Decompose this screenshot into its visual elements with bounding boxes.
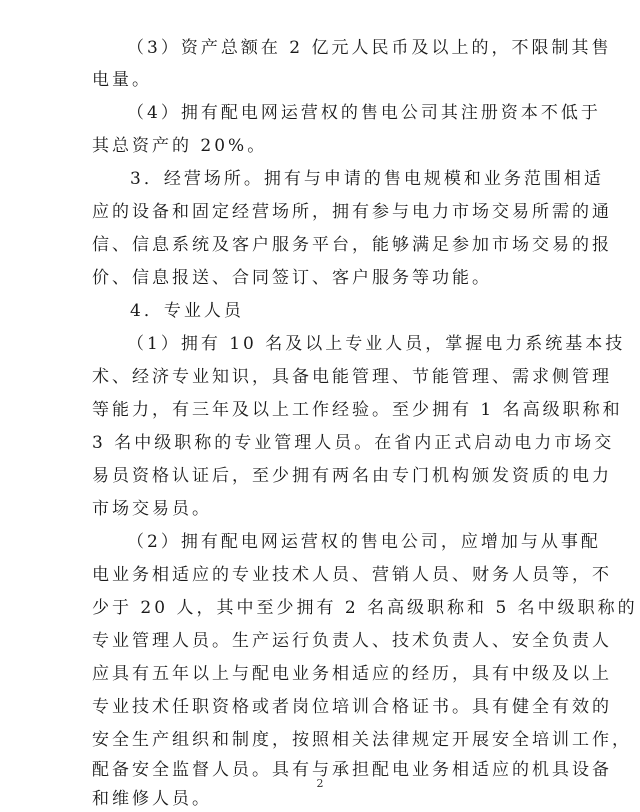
paragraph-line: 应具有五年以上与配电业务相适应的经历，具有中级及以上 [92, 664, 612, 684]
paragraph-line: 术、经济专业知识，具备电能管理、节能管理、需求侧管理 [92, 367, 612, 387]
paragraph-line: 和维修人员。 [92, 789, 212, 809]
section-heading: 3．经营场所。拥有与申请的售电规模和业务范围相适 [130, 169, 604, 189]
paragraph-line: 电量。 [92, 70, 152, 90]
paragraph-line: 电业务相适应的专业技术人员、营销人员、财务人员等，不 [92, 565, 612, 585]
paragraph-line: （4）拥有配电网运营权的售电公司其注册资本不低于 [127, 103, 601, 123]
paragraph-line: 专业技术任职资格或者岗位培训合格证书。具有健全有效的 [92, 697, 612, 717]
paragraph-line: 其总资产的 20%。 [92, 136, 268, 156]
paragraph-line: 3 名中级职称的专业管理人员。在省内正式启动电力市场交 [92, 433, 615, 453]
paragraph-line: 价、信息报送、合同签订、客户服务等功能。 [92, 268, 492, 288]
paragraph-line: （1）拥有 10 名及以上专业人员，掌握电力系统基本技 [127, 334, 626, 354]
paragraph-line: 易员资格认证后，至少拥有两名由专门机构颁发资质的电力 [92, 466, 612, 486]
paragraph-line: （2）拥有配电网运营权的售电公司，应增加与从事配 [127, 532, 601, 552]
paragraph-line: 应的设备和固定经营场所，拥有参与电力市场交易所需的通 [92, 202, 612, 222]
page-number: 2 [316, 777, 324, 790]
paragraph-line: 专业管理人员。生产运行负责人、技术负责人、安全负责人 [92, 631, 612, 651]
paragraph-line: 市场交易员。 [92, 499, 212, 519]
section-heading: 4．专业人员 [130, 301, 244, 321]
paragraph-line: 少于 20 人，其中至少拥有 2 名高级职称和 5 名中级职称的 [92, 598, 638, 618]
paragraph-line: （3）资产总额在 2 亿元人民币及以上的，不限制其售 [127, 38, 612, 58]
paragraph-line: 信、信息系统及客户服务平台，能够满足参加市场交易的报 [92, 235, 612, 255]
paragraph-line: 配备安全监督人员。具有与承担配电业务相适应的机具设备 [92, 760, 612, 780]
paragraph-line: 等能力，有三年及以上工作经验。至少拥有 1 名高级职称和 [92, 400, 623, 420]
paragraph-line: 安全生产组织和制度，按照相关法律规定开展安全培训工作， [92, 730, 632, 750]
